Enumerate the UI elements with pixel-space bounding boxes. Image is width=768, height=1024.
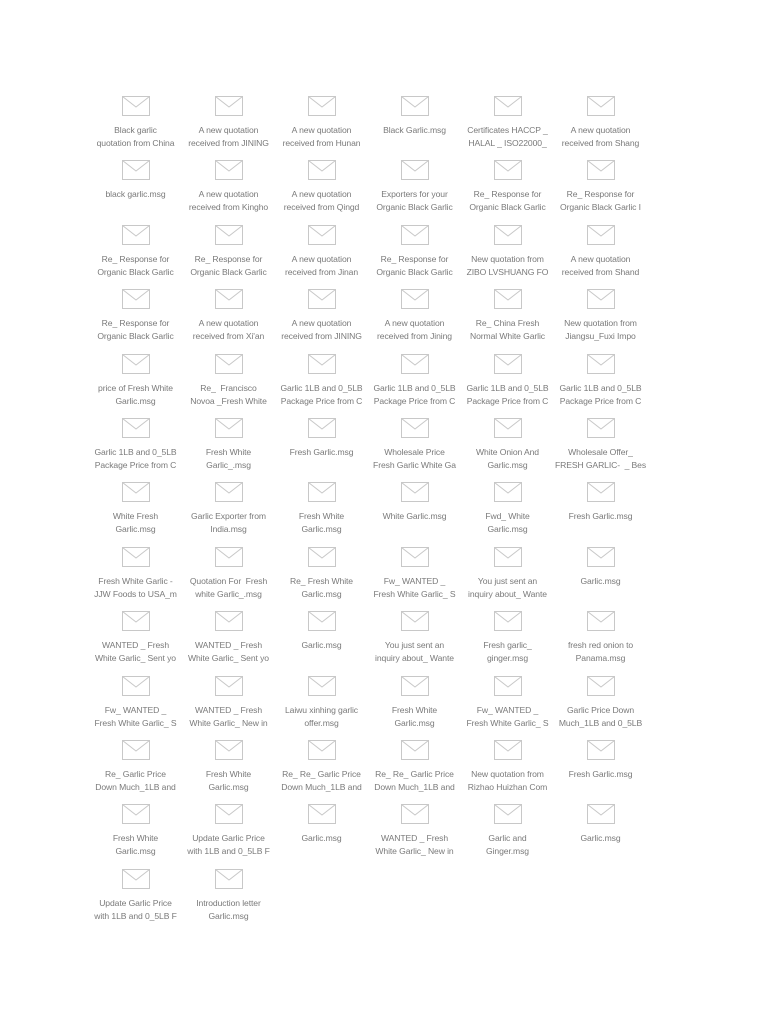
file-item[interactable] [461,547,554,611]
file-item[interactable] [554,160,647,224]
file-name-label: A new quotation received from Qingd [283,189,360,213]
envelope-icon [308,160,336,180]
file-item[interactable] [554,676,647,740]
file-name-label: White Fresh Garlic.msg [112,511,159,535]
envelope-icon [401,482,429,502]
file-name-label: Garlic 1LB and 0_5LB Package Price from C [280,382,363,406]
file-item[interactable] [89,676,182,740]
file-item[interactable] [554,225,647,289]
file-name-label: Garlic.msg [580,833,621,844]
envelope-icon [494,225,522,245]
file-item[interactable] [368,160,461,224]
envelope-icon [308,289,336,309]
file-name-label: New quotation from Jiangsu_Fuxi Impo [564,318,637,342]
envelope-icon [401,289,429,309]
file-name-label: New quotation from ZIBO LVSHUANG FO [466,253,549,277]
envelope-icon [122,740,150,760]
file-name-label: Update Garlic Price with 1LB and 0_5LB F [187,833,270,857]
file-name-label: WANTED _ Fresh White Garlic_ New in [375,833,454,857]
file-name-label: WANTED _ Fresh White Garlic_ Sent yo [187,640,269,664]
file-item[interactable] [461,96,554,160]
file-item[interactable] [461,611,554,675]
envelope-icon [494,611,522,631]
file-item[interactable] [461,418,554,482]
file-item[interactable] [461,804,554,868]
file-name-label: A new quotation received from Jining [377,318,452,342]
envelope-icon [401,676,429,696]
file-item[interactable] [275,611,368,675]
envelope-icon [122,869,150,889]
file-name-label: Fresh White Garlic_.msg [205,446,252,470]
envelope-icon [401,225,429,245]
file-name-label: Re_ Francisco Novoa _Fresh White [190,382,267,406]
envelope-icon [401,804,429,824]
file-name-label: Fresh White Garlic.msg [205,768,252,792]
envelope-icon [401,160,429,180]
file-name-label: A new quotation received from Shang [561,125,640,148]
envelope-icon [494,96,522,116]
file-name-label: black garlic.msg [105,189,166,200]
file-name-label: Fresh Garlic.msg [568,511,633,522]
file-item[interactable] [89,225,182,289]
file-item[interactable] [89,96,182,160]
file-name-label: Update Garlic Price with 1LB and 0_5LB F [94,897,177,921]
file-item[interactable] [275,547,368,611]
file-item[interactable] [182,482,275,546]
file-item[interactable] [182,547,275,611]
file-name-label: Garlic Price Down Much_1LB and 0_5LB [558,704,643,728]
file-name-label: A new quotation received from JINING [281,318,362,342]
file-item[interactable] [89,482,182,546]
envelope-icon [494,418,522,438]
envelope-icon [494,289,522,309]
file-name-label: fresh red onion to Panama.msg [567,640,634,664]
file-name-label: White Garlic.msg [382,511,447,522]
envelope-icon [587,418,615,438]
file-name-label: White Onion And Garlic.msg [476,446,539,470]
envelope-icon [215,740,243,760]
file-item[interactable] [89,289,182,353]
file-name-label: Fw_ WANTED _ Fresh White Garlic_ S [466,704,549,728]
envelope-icon [401,547,429,567]
file-item[interactable] [275,418,368,482]
file-item[interactable] [275,96,368,160]
file-name-label: A new quotation received from Xi'an [192,318,265,342]
envelope-icon [122,611,150,631]
envelope-icon [308,740,336,760]
file-name-label: WANTED _ Fresh White Garlic_ Sent yo [94,640,176,664]
file-item[interactable] [554,482,647,546]
file-name-label: Garlic 1LB and 0_5LB Package Price from C [466,382,549,406]
envelope-icon [122,96,150,116]
envelope-icon [587,740,615,760]
envelope-icon [308,547,336,567]
file-item[interactable] [461,740,554,804]
envelope-icon [215,225,243,245]
file-item[interactable] [89,418,182,482]
envelope-icon [122,482,150,502]
file-item[interactable] [182,354,275,418]
file-item[interactable] [182,289,275,353]
file-item[interactable] [554,289,647,353]
envelope-icon [308,225,336,245]
file-name-label: A new quotation received from Kingho [188,189,269,213]
envelope-icon [308,611,336,631]
envelope-icon [587,804,615,824]
file-item[interactable] [275,482,368,546]
file-item[interactable] [275,289,368,353]
file-name-label: Re_ Response for Organic Black Garlic I [560,189,641,213]
envelope-icon [308,418,336,438]
envelope-icon [308,354,336,374]
file-item[interactable] [275,740,368,804]
file-item[interactable] [461,289,554,353]
file-name-label: Garlic 1LB and 0_5LB Package Price from C [94,446,177,470]
file-item[interactable] [182,676,275,740]
file-name-label: Black garlic quotation from China [96,125,175,148]
file-name-label: You just sent an inquiry about_ Wante [375,640,454,664]
envelope-icon [308,676,336,696]
file-item[interactable] [554,418,647,482]
file-item[interactable] [554,740,647,804]
file-item[interactable] [89,354,182,418]
file-name-label: Quotation For Fresh white Garlic_.msg [189,575,268,599]
file-name-label: Fresh White Garlic.msg [298,511,345,535]
file-name-label: Wholesale Offer_ FRESH GARLIC- _ Bes [554,446,647,470]
file-name-label: Certificates HACCP _ HALAL _ ISO22000_ [467,125,548,148]
file-item[interactable] [275,160,368,224]
file-item[interactable] [275,804,368,868]
file-name-label: A new quotation received from Shand [561,253,640,277]
file-name-label: Re_ Re_ Garlic Price Down Much_1LB and [374,768,455,792]
file-item[interactable] [368,611,461,675]
file-item[interactable] [368,96,461,160]
file-name-label: Fwd_ White Garlic.msg [485,511,530,535]
file-item[interactable] [461,225,554,289]
file-name-label: A new quotation received from Jinan [284,253,359,277]
file-item[interactable] [182,225,275,289]
file-item[interactable] [554,354,647,418]
file-name-label: Re_ Response for Organic Black Garlic [97,253,174,277]
envelope-icon [587,160,615,180]
envelope-icon [122,418,150,438]
file-item[interactable] [461,160,554,224]
envelope-icon [587,289,615,309]
file-name-label: Fresh garlic_ ginger.msg [483,640,532,664]
file-item[interactable] [275,354,368,418]
file-item[interactable] [89,611,182,675]
file-item[interactable] [554,547,647,611]
file-item[interactable] [368,547,461,611]
file-item[interactable] [461,354,554,418]
envelope-icon [494,740,522,760]
file-item[interactable] [368,289,461,353]
envelope-icon [587,96,615,116]
file-name-label: A new quotation received from JINING [188,125,269,148]
file-name-label: Laiwu xinhing garlic offer.msg [285,704,358,728]
envelope-icon [215,804,243,824]
envelope-icon [401,418,429,438]
envelope-icon [587,547,615,567]
file-name-label: Black Garlic.msg [383,125,446,135]
envelope-icon [494,676,522,696]
file-name-label: Fw_ WANTED _ Fresh White Garlic_ S [373,575,456,599]
file-name-label: WANTED _ Fresh White Garlic_ New in [189,704,268,728]
envelope-icon [587,676,615,696]
file-item[interactable] [368,804,461,868]
file-name-label: Garlic.msg [301,640,342,651]
envelope-icon [122,160,150,180]
file-item[interactable] [182,804,275,868]
file-item[interactable] [368,676,461,740]
file-name-label: Re_ Fresh White Garlic.msg [290,575,353,599]
file-item[interactable] [368,418,461,482]
envelope-icon [494,482,522,502]
file-name-label: Fresh Garlic.msg [289,446,354,457]
file-item[interactable] [275,225,368,289]
file-item[interactable] [368,482,461,546]
envelope-icon [215,547,243,567]
file-name-label: Garlic Exporter from India.msg [191,511,266,535]
file-name-label: Fresh White Garlic.msg [391,704,438,728]
file-item[interactable] [89,869,182,933]
file-item[interactable] [89,547,182,611]
envelope-icon [587,225,615,245]
envelope-icon [401,740,429,760]
file-item[interactable] [461,676,554,740]
file-name-label: Garlic and Ginger.msg [486,833,529,857]
file-name-label: New quotation from Rizhao Huizhan Com [467,768,548,792]
envelope-icon [215,482,243,502]
file-name-label: Re_ Response for Organic Black Garlic [190,253,267,277]
envelope-icon [215,676,243,696]
envelope-icon [215,418,243,438]
file-item[interactable] [182,869,275,933]
file-name-label: Re_ Response for Organic Black Garlic [97,318,174,342]
file-item[interactable] [89,160,182,224]
file-name-label: Re_ Re_ Garlic Price Down Much_1LB and [281,768,362,792]
file-item[interactable] [461,482,554,546]
envelope-icon [308,482,336,502]
envelope-icon [494,804,522,824]
file-item[interactable] [368,740,461,804]
file-item[interactable] [554,804,647,868]
envelope-icon [494,547,522,567]
attachment-grid [89,96,649,933]
envelope-icon [215,354,243,374]
envelope-icon [122,804,150,824]
envelope-icon [215,160,243,180]
envelope-icon [308,804,336,824]
file-item[interactable] [368,354,461,418]
envelope-icon [587,482,615,502]
file-name-label: Wholesale Price Fresh Garlic White Ga [373,446,456,470]
file-name-label: Garlic 1LB and 0_5LB Package Price from C [559,382,642,406]
file-name-label: Fw_ WANTED _ Fresh White Garlic_ S [94,704,177,728]
envelope-icon [401,611,429,631]
file-name-label: Re_ Response for Organic Black Garlic [469,189,546,213]
file-name-label: Re_ Garlic Price Down Much_1LB and [95,768,176,792]
file-name-label: A new quotation received from Hunan [282,125,361,148]
envelope-icon [122,547,150,567]
file-item[interactable] [182,418,275,482]
envelope-icon [587,354,615,374]
file-item[interactable] [89,740,182,804]
envelope-icon [122,225,150,245]
envelope-icon [215,869,243,889]
file-name-label: You just sent an inquiry about_ Wante [468,575,547,599]
file-name-label: Garlic.msg [301,833,342,844]
file-name-label: Garlic.msg [580,575,621,586]
file-name-label: Fresh White Garlic.msg [112,833,159,857]
file-name-label: Garlic 1LB and 0_5LB Package Price from C [373,382,456,406]
file-item[interactable] [89,804,182,868]
file-item[interactable] [554,611,647,675]
file-item[interactable] [275,676,368,740]
envelope-icon [215,611,243,631]
file-name-label: Re_ China Fresh Normal White Garlic [470,318,545,342]
file-name-label: Exporters for your Organic Black Garlic [376,189,453,213]
file-item[interactable] [182,160,275,224]
envelope-icon [122,289,150,309]
file-item[interactable] [368,225,461,289]
envelope-icon [401,354,429,374]
envelope-icon [215,96,243,116]
envelope-icon [122,354,150,374]
file-item[interactable] [182,611,275,675]
file-name-label: Fresh Garlic.msg [568,768,633,779]
file-item[interactable] [554,96,647,160]
file-name-label: Fresh White Garlic - JJW Foods to USA_m [94,575,177,599]
envelope-icon [308,96,336,116]
file-item[interactable] [182,740,275,804]
envelope-icon [494,160,522,180]
file-name-label: Re_ Response for Organic Black Garlic [376,253,453,277]
file-item[interactable] [182,96,275,160]
envelope-icon [401,96,429,116]
envelope-icon [587,611,615,631]
file-name-label: price of Fresh White Garlic.msg [98,382,173,406]
file-name-label: Introduction letter Garlic.msg [196,897,261,921]
envelope-icon [215,289,243,309]
envelope-icon [122,676,150,696]
envelope-icon [494,354,522,374]
